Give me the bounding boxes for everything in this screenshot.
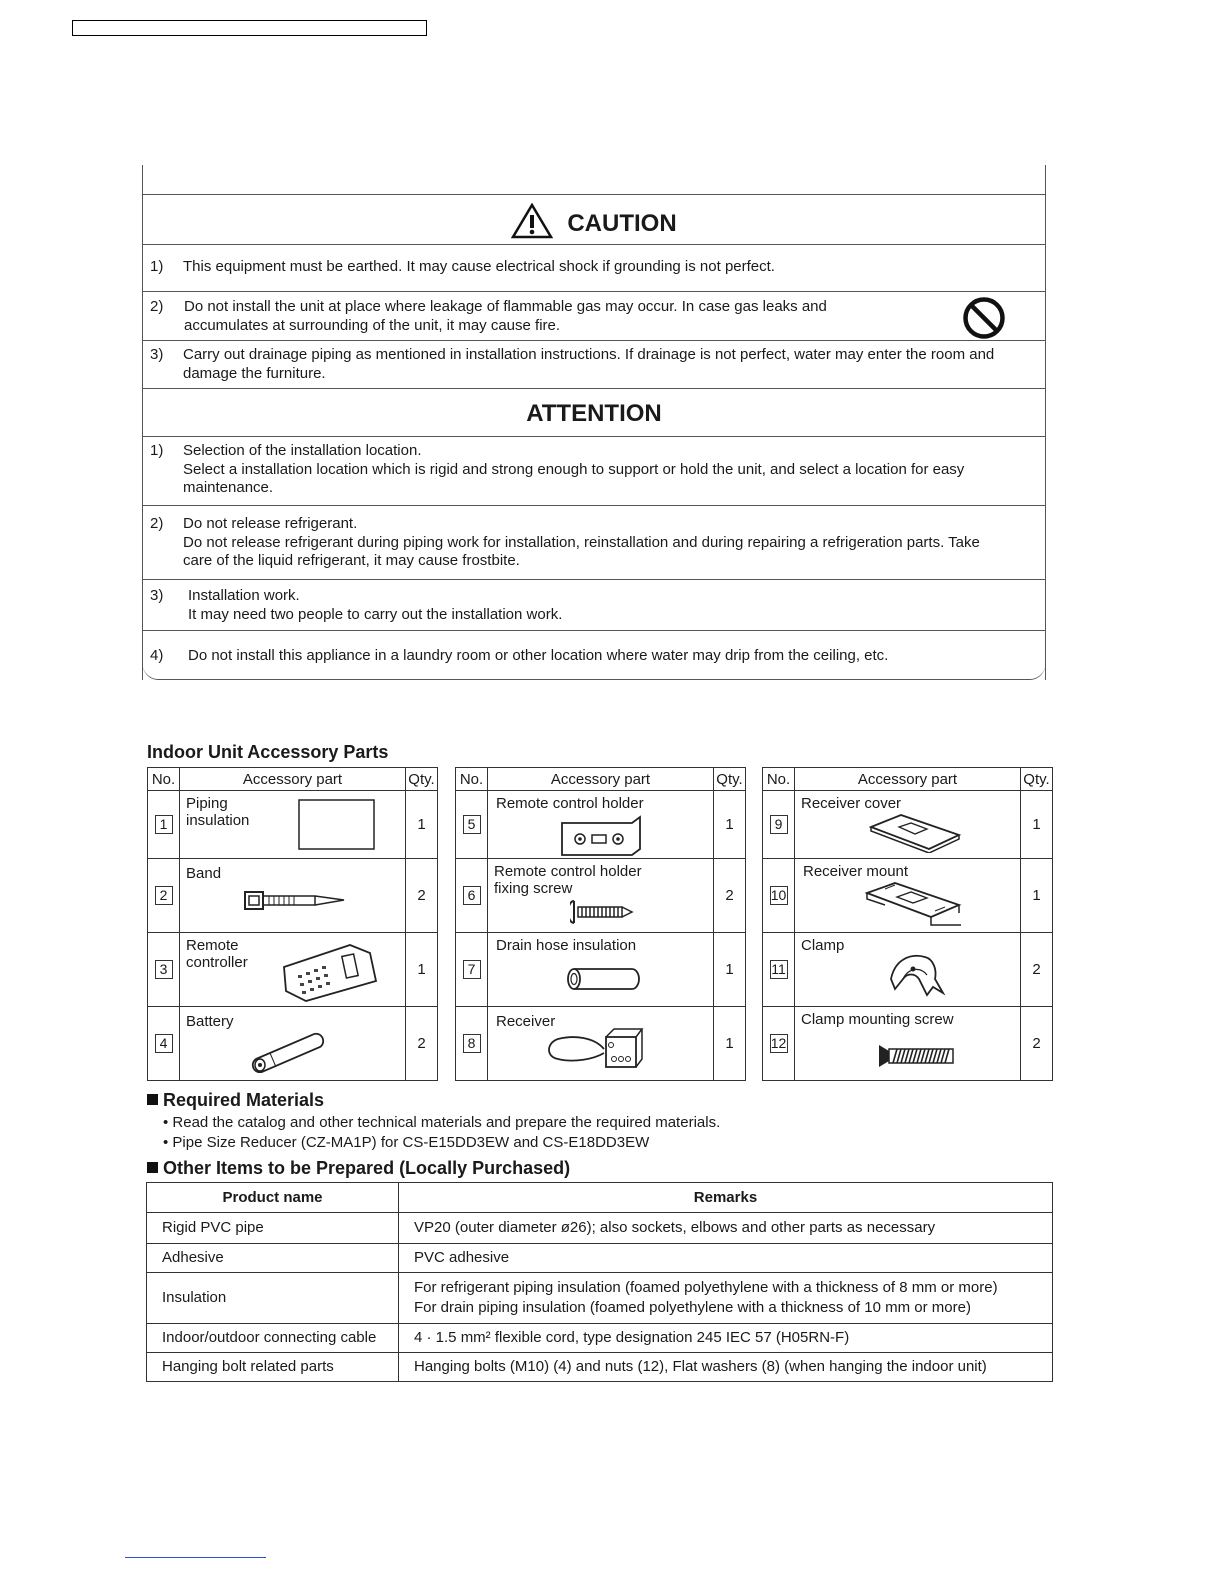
table-row: Adhesive PVC adhesive — [147, 1244, 1053, 1273]
caution-title: CAUTION — [567, 210, 677, 237]
table-row: 5 Remote control holder 1 — [456, 791, 746, 859]
screw-icon — [570, 897, 636, 931]
table-row: 11 Clamp 2 — [763, 933, 1053, 1007]
table-row: 1 Piping insulation 1 — [148, 791, 438, 859]
table-row: Hanging bolt related parts Hanging bolts (M10) (4) and nuts (12), Flat washers (8) (when hanging the indoor unit) — [147, 1353, 1053, 1382]
warning-triangle-icon — [511, 203, 553, 246]
clamp-icon — [885, 949, 945, 1005]
table-row: 3 Remote controller 1 — [148, 933, 438, 1007]
receiver-icon — [544, 1027, 644, 1075]
attention-2-text: Do not release refrigerant. Do not release refrigerant during piping work for installation, reinstallation and during repairing a refrigeration parts. Take care of the liquid refrigerant, it may cause frostbite. — [183, 515, 980, 569]
battery-icon — [250, 1029, 330, 1077]
footer-link-line — [125, 1557, 266, 1558]
col-remarks: Remarks — [399, 1183, 1053, 1213]
attention-4-text: Do not install this appliance in a laundry room or other location where water may drip from the ceiling, etc. — [188, 647, 889, 664]
attention-3-text: Installation work. It may need two people to carry out the installation work. — [188, 587, 563, 623]
table-row: Insulation For refrigerant piping insulation (foamed polyethylene with a thickness of 8 mm or more) For drain piping insulation (foamed polyethylene with a thickness of 10 mm or more) — [147, 1273, 1053, 1324]
required-bullet-1: • Read the catalog and other technical materials and prepare the required materials. — [163, 1114, 721, 1131]
caution-1-num: 1) — [150, 258, 164, 275]
receiver-mount-icon — [865, 881, 963, 931]
table-row: 4 Battery 2 — [148, 1007, 438, 1081]
table-row: 10 Receiver mount 1 — [763, 859, 1053, 933]
receiver-cover-icon — [869, 813, 961, 857]
accessory-title: Indoor Unit Accessory Parts — [147, 742, 389, 762]
table-row: 2 Band 2 — [148, 859, 438, 933]
required-bullet-2: • Pipe Size Reducer (CZ-MA1P) for CS-E15DD3EW and CS-E18DD3EW — [163, 1134, 650, 1151]
other-items-title: Other Items to be Prepared (Locally Purchased) — [147, 1158, 570, 1179]
prohibition-icon — [962, 296, 1006, 345]
attention-1-num: 1) — [150, 442, 164, 459]
drain-hose-icon — [566, 967, 642, 995]
table-row: 9 Receiver cover 1 — [763, 791, 1053, 859]
accessory-table-2: No. Accessory part Qty. 5 Remote control holder 1 6 Remote control holder fixing screw 2 7 Drain hose insulation 1 8 Receiver 1 — [455, 767, 746, 1081]
table-row: Indoor/outdoor connecting cable 4 · 1.5 mm² flexible cord, type designation 245 IEC 57 (H05RN-F) — [147, 1324, 1053, 1353]
table-row: 12 Clamp mounting screw 2 — [763, 1007, 1053, 1081]
caution-2-num: 2) — [150, 298, 164, 315]
attention-4-num: 4) — [150, 647, 164, 664]
accessory-table-1 — [147, 767, 438, 1081]
caution-1-text: This equipment must be earthed. It may cause electrical shock if grounding is not perfect. — [183, 258, 775, 275]
caution-heading — [142, 203, 1046, 246]
header-box — [72, 20, 427, 36]
caution-2-text: Do not install the unit at place where leakage of flammable gas may occur. In case gas leaks and accumulates at surrounding of the unit, it may cause fire. — [184, 298, 827, 334]
table-row: 6 Remote control holder fixing screw 2 — [456, 859, 746, 933]
col-part: Accessory part — [180, 768, 406, 791]
band-icon — [244, 889, 354, 917]
mounting-screw-icon — [877, 1043, 957, 1073]
caution-3-num: 3) — [150, 346, 164, 363]
remote-holder-icon — [560, 815, 646, 861]
remote-controller-icon — [278, 939, 378, 1007]
caution-3-text: Carry out drainage piping as mentioned in installation instructions. If drainage is not perfect, water may enter the room and damage the furniture. — [183, 346, 995, 382]
accessory-table-3: No. Accessory part Qty. 9 Receiver cover 1 10 Receiver mount 1 11 Clamp 2 12 Clamp mounting screw 2 — [762, 767, 1053, 1081]
col-no: No. — [148, 768, 180, 791]
table-row: Rigid PVC pipe VP20 (outer diameter ø26); also sockets, elbows and other parts as necessary — [147, 1213, 1053, 1244]
attention-3-num: 3) — [150, 587, 164, 604]
attention-2-num: 2) — [150, 515, 164, 532]
col-qty: Qty. — [406, 768, 438, 791]
table-row: 7 Drain hose insulation 1 — [456, 933, 746, 1007]
other-items-table — [146, 1182, 1053, 1382]
table-row: 8 Receiver 1 — [456, 1007, 746, 1081]
required-materials-title: Required Materials — [147, 1090, 324, 1111]
attention-1-text: Selection of the installation location. Select a installation location which is rigid and strong enough to support or hold the unit, and select a location for easy maintenance. — [183, 442, 965, 496]
col-product: Product name — [147, 1183, 399, 1213]
attention-heading: ATTENTION — [526, 400, 662, 427]
piping-insulation-icon — [298, 799, 376, 855]
